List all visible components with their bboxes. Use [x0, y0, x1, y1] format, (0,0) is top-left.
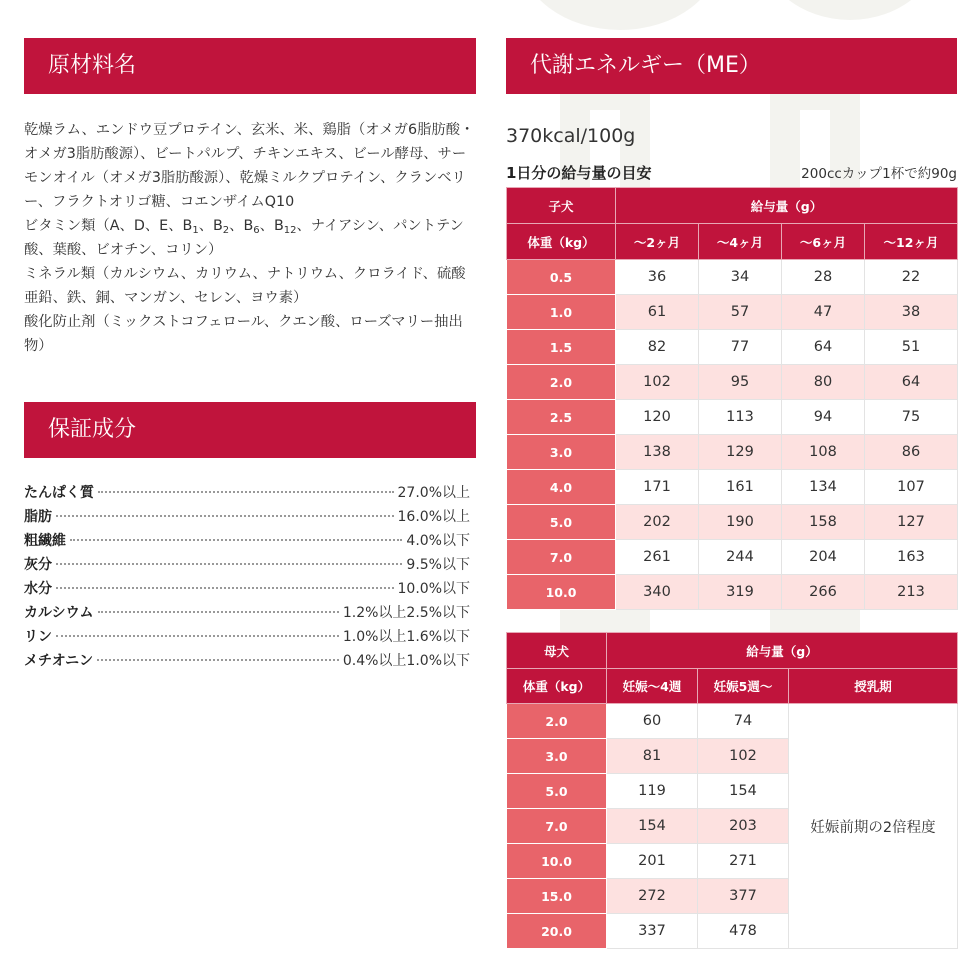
- mother-amount-cell: 203: [698, 809, 789, 844]
- puppy-amount-cell: 57: [699, 295, 782, 330]
- table-row: [507, 435, 958, 470]
- mother-header-row: [507, 633, 958, 669]
- puppy-amount-cell: 127: [865, 505, 958, 540]
- mother-amount-cell: 271: [698, 844, 789, 879]
- ingredients-antioxidants: 酸化防止剤（ミックストコフェロール、クエン酸、ローズマリー抽出物）: [24, 314, 463, 354]
- dotted-leader: [97, 659, 339, 661]
- puppy-label: 子犬: [507, 188, 616, 224]
- feeding-guide-title: 1日分の給与量の目安: [506, 164, 652, 182]
- ingredients-header: 原材料名: [24, 38, 476, 94]
- puppy-amount-cell: 340: [616, 575, 699, 610]
- mother-weight-label: 体重（kg）: [507, 669, 607, 704]
- table-row: [507, 400, 958, 435]
- puppy-amount-cell: 190: [699, 505, 782, 540]
- puppy-amount-cell: 86: [865, 435, 958, 470]
- guarantee-name: リン: [24, 629, 52, 645]
- puppy-amount-cell: 261: [616, 540, 699, 575]
- guarantee-value: 1.0%以上1.6%以下: [342, 629, 470, 645]
- puppy-amount-cell: 129: [699, 435, 782, 470]
- puppy-amount-cell: 95: [699, 365, 782, 400]
- mother-feeding-table: [506, 632, 958, 949]
- mother-weight-cell: 2.0: [507, 704, 607, 739]
- guarantee-name: カルシウム: [24, 605, 94, 621]
- puppy-weight-cell: 2.5: [507, 400, 616, 435]
- mother-weight-cell: 10.0: [507, 844, 607, 879]
- puppy-weight-cell: 7.0: [507, 540, 616, 575]
- table-row: [507, 575, 958, 610]
- puppy-weight-cell: 10.0: [507, 575, 616, 610]
- dotted-leader: [56, 563, 402, 565]
- mother-stage-column-header: 妊娠〜4週: [607, 669, 698, 704]
- puppy-age-column-header: 〜4ヶ月: [699, 224, 782, 260]
- guarantee-row: [24, 530, 470, 554]
- puppy-amount-cell: 138: [616, 435, 699, 470]
- mother-weight-cell: 5.0: [507, 774, 607, 809]
- table-row: [507, 330, 958, 365]
- guarantee-header: 保証成分: [24, 402, 476, 458]
- cup-measure-note: 200ccカップ1杯で約90g: [801, 166, 957, 182]
- puppy-age-column-header: 〜12ヶ月: [865, 224, 958, 260]
- guarantee-name: メチオニン: [24, 653, 94, 669]
- mother-amount-cell: 154: [607, 809, 698, 844]
- dotted-leader: [56, 515, 394, 517]
- puppy-amount-cell: 38: [865, 295, 958, 330]
- guarantee-row: [24, 506, 470, 530]
- puppy-amount-cell: 107: [865, 470, 958, 505]
- puppy-amount-cell: 171: [616, 470, 699, 505]
- mother-stage-column-header: 授乳期: [789, 669, 958, 704]
- mother-weight-cell: 7.0: [507, 809, 607, 844]
- dotted-leader: [56, 635, 339, 637]
- guarantee-value: 4.0%以下: [406, 533, 470, 549]
- puppy-weight-cell: 1.0: [507, 295, 616, 330]
- puppy-amount-cell: 51: [865, 330, 958, 365]
- puppy-amount-cell: 161: [699, 470, 782, 505]
- guarantee-row: [24, 602, 470, 626]
- mother-amount-label: 給与量（g）: [607, 633, 958, 669]
- dotted-leader: [56, 587, 394, 589]
- puppy-amount-cell: 134: [782, 470, 865, 505]
- guarantee-row: [24, 554, 470, 578]
- mother-amount-cell: 201: [607, 844, 698, 879]
- table-row: [507, 295, 958, 330]
- puppy-amount-cell: 266: [782, 575, 865, 610]
- left-column: [24, 38, 476, 674]
- mother-amount-cell: 337: [607, 914, 698, 949]
- mother-amount-cell: 154: [698, 774, 789, 809]
- table-row: [507, 540, 958, 575]
- puppy-amount-cell: 75: [865, 400, 958, 435]
- ingredients-vitamins: ビタミン類（A、D、E、$B_1$、$B_2$、$B_6$、$B_{12}$、ナイアシン、パントテン酸、葉酸、ビオチン、コリン）: [24, 218, 464, 258]
- puppy-amount-cell: 158: [782, 505, 865, 540]
- puppy-amount-cell: 61: [616, 295, 699, 330]
- puppy-header-row: [507, 188, 958, 224]
- guarantee-value: 0.4%以上1.0%以下: [342, 653, 470, 669]
- puppy-amount-cell: 120: [616, 400, 699, 435]
- mother-amount-cell: 119: [607, 774, 698, 809]
- mother-column-row: [507, 669, 958, 704]
- mother-weight-cell: 15.0: [507, 879, 607, 914]
- puppy-amount-cell: 77: [699, 330, 782, 365]
- mother-stage-column-header: 妊娠5週〜: [698, 669, 789, 704]
- puppy-weight-cell: 2.0: [507, 365, 616, 400]
- puppy-amount-cell: 64: [865, 365, 958, 400]
- puppy-amount-cell: 94: [782, 400, 865, 435]
- puppy-feeding-table: [506, 187, 958, 610]
- guarantee-name: 粗繊維: [24, 533, 66, 549]
- guarantee-name: 水分: [24, 581, 52, 597]
- mother-weight-cell: 3.0: [507, 739, 607, 774]
- puppy-age-column-header: 〜6ヶ月: [782, 224, 865, 260]
- puppy-weight-label: 体重（kg）: [507, 224, 616, 260]
- guarantee-name: 灰分: [24, 557, 52, 573]
- mother-amount-cell: 81: [607, 739, 698, 774]
- table-row: [507, 505, 958, 540]
- guarantee-row: [24, 482, 470, 506]
- puppy-amount-cell: 47: [782, 295, 865, 330]
- guarantee-row: [24, 650, 470, 674]
- puppy-amount-cell: 80: [782, 365, 865, 400]
- mother-amount-cell: 377: [698, 879, 789, 914]
- mother-amount-cell: 478: [698, 914, 789, 949]
- table-row: [507, 704, 958, 739]
- puppy-amount-cell: 34: [699, 260, 782, 295]
- puppy-amount-cell: 113: [699, 400, 782, 435]
- puppy-amount-cell: 82: [616, 330, 699, 365]
- guarantee-value: 9.5%以下: [406, 557, 470, 573]
- puppy-age-column-header: 〜2ヶ月: [616, 224, 699, 260]
- puppy-amount-label: 給与量（g）: [616, 188, 958, 224]
- energy-value: 370kcal/100g: [506, 125, 636, 147]
- guarantee-row: [24, 578, 470, 602]
- puppy-amount-cell: 28: [782, 260, 865, 295]
- ingredients-minerals: ミネラル類（カルシウム、カリウム、ナトリウム、クロライド、硫酸亜鉛、鉄、銅、マンガン、セレン、ヨウ素）: [24, 266, 466, 306]
- mother-amount-cell: 74: [698, 704, 789, 739]
- feeding-guide-heading: [506, 162, 957, 186]
- puppy-amount-cell: 244: [699, 540, 782, 575]
- guarantee-value: 1.2%以上2.5%以下: [342, 605, 470, 621]
- right-column: [506, 38, 957, 949]
- puppy-weight-cell: 4.0: [507, 470, 616, 505]
- mother-label: 母犬: [507, 633, 607, 669]
- table-row: [507, 470, 958, 505]
- table-row: [507, 365, 958, 400]
- puppy-amount-cell: 163: [865, 540, 958, 575]
- puppy-amount-cell: 64: [782, 330, 865, 365]
- table-row: [507, 260, 958, 295]
- dotted-leader: [70, 539, 402, 541]
- guarantee-name: たんぱく質: [24, 485, 94, 501]
- mother-weight-cell: 20.0: [507, 914, 607, 949]
- puppy-amount-cell: 36: [616, 260, 699, 295]
- guarantee-value: 10.0%以下: [397, 581, 470, 597]
- energy-header: 代謝エネルギー（ME）: [506, 38, 957, 94]
- dotted-leader: [98, 491, 394, 493]
- puppy-amount-cell: 204: [782, 540, 865, 575]
- lactation-amount-cell: 妊娠前期の2倍程度: [789, 704, 958, 949]
- puppy-weight-cell: 5.0: [507, 505, 616, 540]
- mother-amount-cell: 102: [698, 739, 789, 774]
- guarantee-value: 27.0%以上: [397, 485, 470, 501]
- puppy-column-row: [507, 224, 958, 260]
- puppy-amount-cell: 102: [616, 365, 699, 400]
- puppy-amount-cell: 22: [865, 260, 958, 295]
- guarantee-value: 16.0%以上: [397, 509, 470, 525]
- puppy-amount-cell: 108: [782, 435, 865, 470]
- ingredients-list: [24, 118, 476, 358]
- guarantee-row: [24, 626, 470, 650]
- guarantee-name: 脂肪: [24, 509, 52, 525]
- dotted-leader: [98, 611, 339, 613]
- mother-amount-cell: 272: [607, 879, 698, 914]
- puppy-weight-cell: 1.5: [507, 330, 616, 365]
- ingredients-main: 乾燥ラム、エンドウ豆プロテイン、玄米、米、鶏脂（オメガ6脂肪酸・オメガ3脂肪酸源）、ビートパルプ、チキンエキス、ビール酵母、サーモンオイル（オメガ3脂肪酸源）、乾燥ミルクプロテイン、クランベリー、フラクトオリゴ糖、コエンザイムQ10: [24, 122, 475, 210]
- mother-amount-cell: 60: [607, 704, 698, 739]
- puppy-amount-cell: 213: [865, 575, 958, 610]
- puppy-amount-cell: 319: [699, 575, 782, 610]
- puppy-weight-cell: 3.0: [507, 435, 616, 470]
- puppy-weight-cell: 0.5: [507, 260, 616, 295]
- guarantee-list: [24, 482, 476, 674]
- puppy-amount-cell: 202: [616, 505, 699, 540]
